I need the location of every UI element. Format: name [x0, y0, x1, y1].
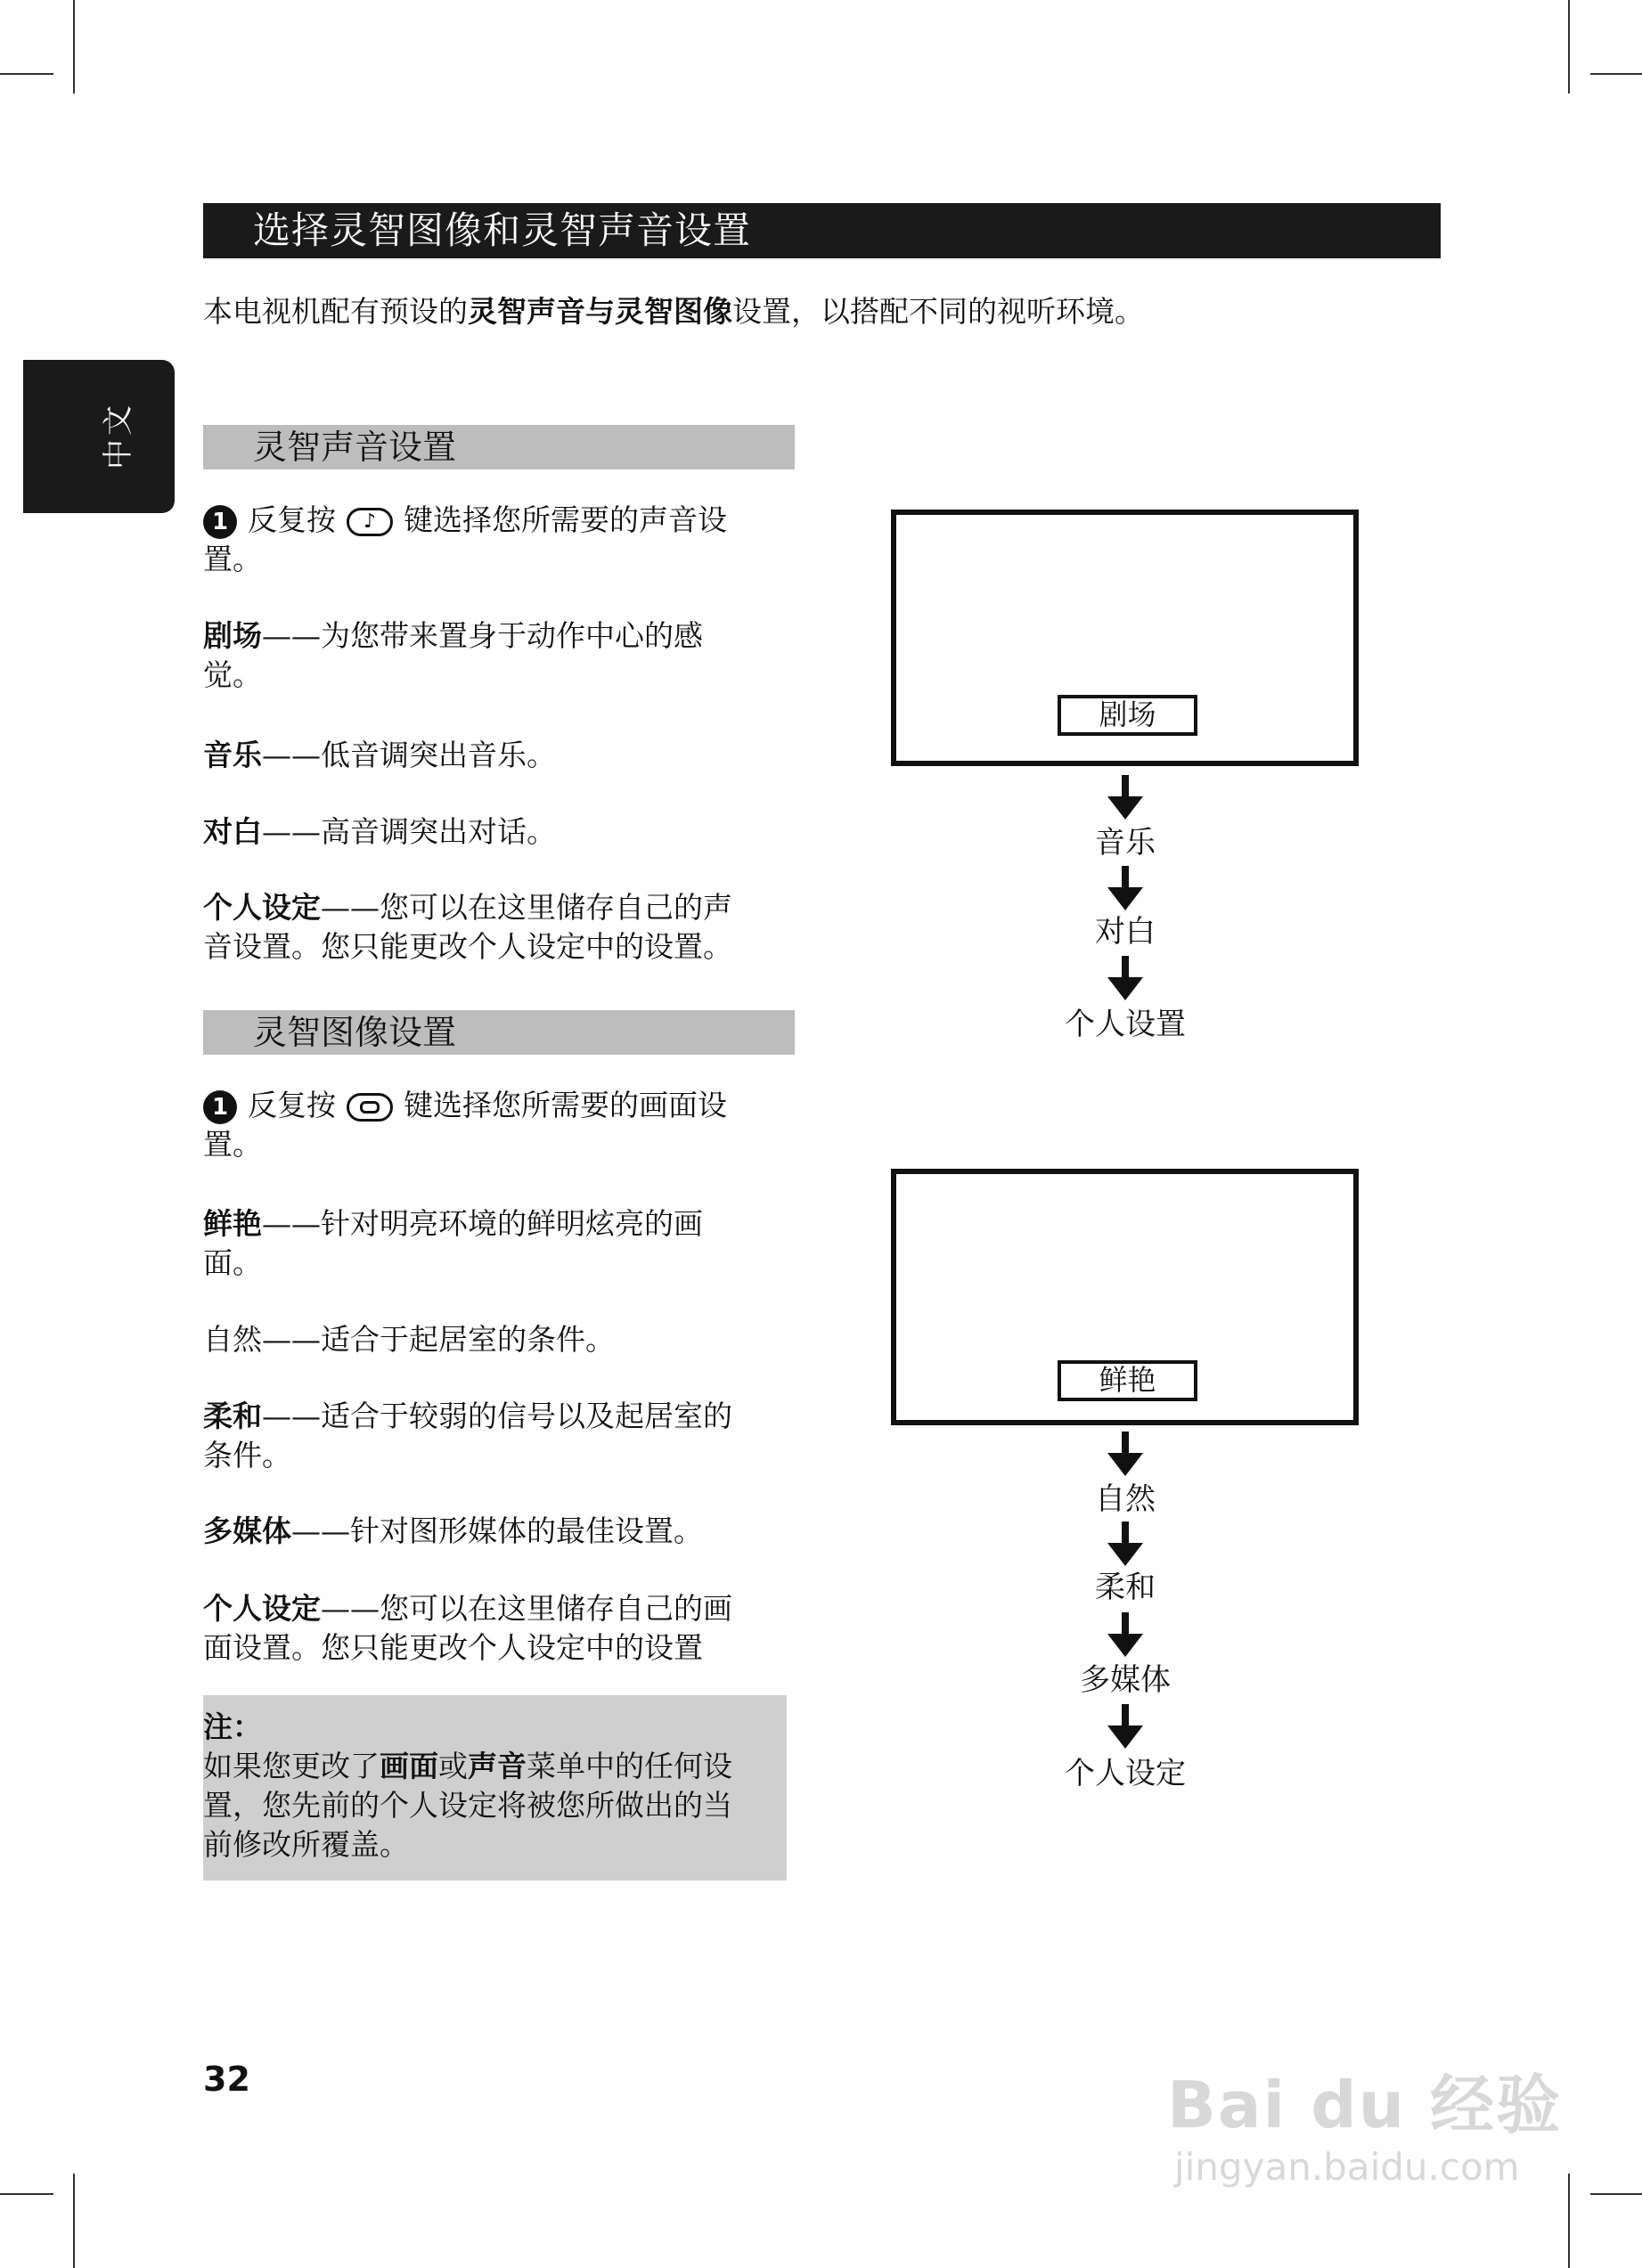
item-desc: ——适合于起居室的条件。: [262, 1322, 615, 1357]
picture-heading: 灵智图像设置: [203, 1010, 795, 1055]
crop-mark: [0, 2193, 53, 2195]
item-name: 对白: [203, 814, 262, 849]
step-number-badge: 1: [203, 505, 237, 539]
item-desc: ——针对明亮环境的鲜明炫亮的画: [262, 1206, 703, 1241]
sound-item-personal: [203, 888, 800, 967]
item-name: 个人设定: [203, 1591, 321, 1626]
language-tab: [23, 360, 175, 513]
item-name: 柔和: [203, 1399, 262, 1433]
sound-item-theatre: [203, 616, 800, 695]
watermark-url: jingyan.baidu.com: [1174, 2145, 1520, 2189]
note-bold: 画面: [380, 1749, 438, 1783]
item-name: 自然: [203, 1322, 262, 1357]
flow-item: 柔和: [1095, 1570, 1156, 1605]
sound-heading: 灵智声音设置: [203, 425, 795, 469]
sound-item-music: [203, 736, 800, 775]
item-desc: ——针对图形媒体的最佳设置。: [291, 1513, 703, 1548]
picture-icon: [347, 1093, 393, 1122]
note-text: 或: [438, 1749, 468, 1783]
sound-item-dialog: [203, 812, 800, 852]
crop-mark: [0, 73, 53, 75]
flow-item: 对白: [1095, 914, 1156, 950]
music-note-icon: ♪: [347, 508, 393, 536]
page-number: 32: [203, 2060, 250, 2099]
intro-bold: 灵智声音与灵智图像: [468, 294, 732, 329]
item-desc: 觉。: [203, 657, 262, 692]
flow-item: 个人设置: [1065, 1007, 1186, 1042]
down-arrow-icon: [1107, 866, 1143, 910]
intro-post: 设置，以搭配不同的视听环境。: [732, 294, 1144, 329]
picture-item-vivid: [203, 1204, 800, 1283]
flow-item: 自然: [1095, 1481, 1156, 1517]
screen-label: 剧场: [1058, 695, 1197, 736]
item-desc: ——为您带来置身于动作中心的感: [262, 618, 703, 653]
item-desc: 面设置。您只能更改个人设定中的设置: [203, 1630, 703, 1665]
note-text: 置，您先前的个人设定将被您所做出的当: [203, 1788, 732, 1823]
item-desc: ——低音调突出音乐。: [262, 738, 556, 772]
step-text: 置。: [203, 1127, 262, 1162]
down-arrow-icon: [1107, 1432, 1143, 1476]
crop-mark: [73, 2174, 75, 2268]
item-name: 多媒体: [203, 1513, 291, 1548]
flow-item: 多媒体: [1080, 1662, 1171, 1698]
flow-item: 音乐: [1095, 825, 1156, 861]
picture-item-personal: [203, 1589, 800, 1668]
down-arrow-icon: [1107, 1522, 1143, 1566]
intro-pre: 本电视机配有预设的: [203, 294, 468, 329]
crop-mark: [73, 0, 75, 94]
down-arrow-icon: [1107, 956, 1143, 1000]
item-desc: 条件。: [203, 1438, 291, 1473]
crop-mark: [1590, 2193, 1642, 2195]
item-desc: ——高音调突出对话。: [262, 814, 556, 849]
picture-step: [203, 1086, 800, 1164]
sound-step: [203, 501, 800, 579]
item-desc: ——您可以在这里储存自己的画: [321, 1591, 732, 1626]
note-box: [203, 1695, 787, 1880]
step-text: 键选择您所需要的声音设: [404, 502, 727, 537]
down-arrow-icon: [1107, 1612, 1143, 1657]
step-text: 反复按: [248, 1088, 336, 1122]
item-name: 个人设定: [203, 890, 321, 925]
down-arrow-icon: [1107, 775, 1143, 820]
note-text: 前修改所覆盖。: [203, 1827, 409, 1862]
crop-mark: [1590, 73, 1642, 75]
note-bold: 声音: [468, 1749, 527, 1783]
crop-mark: [1568, 0, 1570, 94]
picture-item-multimedia: [203, 1512, 800, 1551]
intro-text: [203, 292, 1433, 331]
step-text: 键选择您所需要的画面设: [404, 1088, 727, 1122]
item-name: 音乐: [203, 738, 262, 772]
screen-label: 鲜艳: [1058, 1360, 1197, 1401]
note-title: 注：: [203, 1709, 262, 1744]
item-desc: ——您可以在这里储存自己的声: [321, 890, 732, 925]
item-desc: 音设置。您只能更改个人设定中的设置。: [203, 929, 732, 964]
watermark-logo: Bai du 经验: [1167, 2068, 1563, 2142]
down-arrow-icon: [1107, 1704, 1143, 1749]
page-title: 选择灵智图像和灵智声音设置: [203, 203, 1441, 258]
language-tab-label: 中文: [101, 402, 136, 469]
picture-item-natural: [203, 1320, 800, 1359]
picture-item-soft: [203, 1397, 800, 1475]
item-name: 剧场: [203, 618, 262, 653]
step-number-badge: 1: [203, 1090, 237, 1124]
item-desc: ——适合于较弱的信号以及起居室的: [262, 1399, 732, 1433]
flow-item: 个人设定: [1065, 1756, 1186, 1791]
crop-mark: [1568, 2174, 1570, 2268]
item-desc: 面。: [203, 1245, 262, 1280]
note-text: 菜单中的任何设: [527, 1749, 732, 1783]
step-text: 反复按: [248, 502, 336, 537]
item-name: 鲜艳: [203, 1206, 262, 1241]
note-text: 如果您更改了: [203, 1749, 380, 1783]
step-text: 置。: [203, 542, 262, 576]
